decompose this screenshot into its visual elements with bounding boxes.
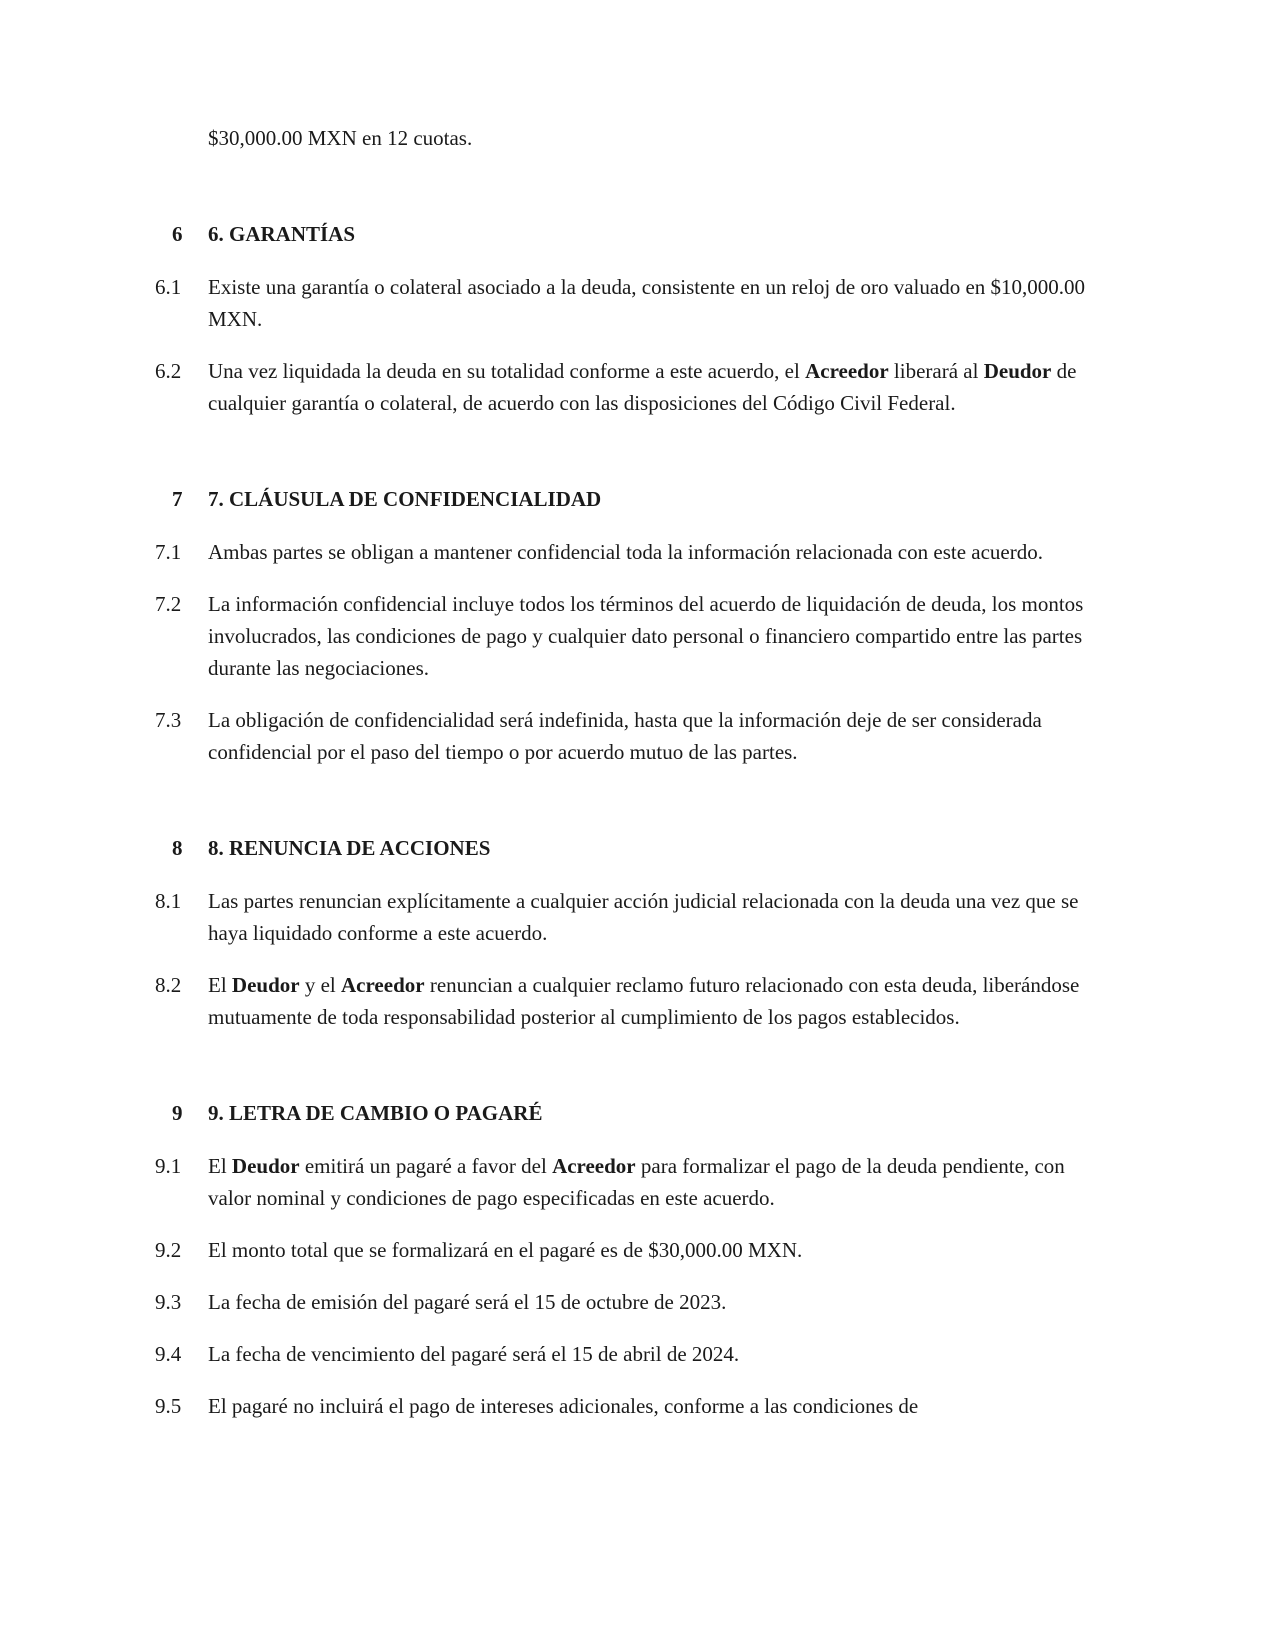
text-segment: de cualquier garantía o colateral, de acuerdo con las disposiciones del Código Civil Federal. [208, 359, 1077, 415]
section-number: 6 [172, 222, 183, 246]
clause-text [208, 588, 1105, 684]
section-number: 7 [172, 487, 183, 511]
clause-number: 9.5 [155, 1394, 182, 1418]
clause-number: 9.2 [155, 1238, 182, 1262]
text-segment: El [208, 1154, 232, 1178]
text-segment: liberará al [888, 359, 984, 383]
clause-row [155, 1286, 1105, 1318]
clause-row [155, 969, 1105, 1033]
clause-text [208, 1286, 1105, 1318]
text-segment: La obligación de confidencialidad será indefinida, hasta que la información deje de ser considerada confidencial por el paso del tiempo o por acuerdo mutuo de las partes. [208, 708, 1042, 764]
clause-text [208, 271, 1105, 335]
clause-number: 6.2 [155, 359, 182, 383]
clause-row [155, 588, 1105, 684]
text-segment: La fecha de emisión del pagaré será el 15 de octubre de 2023. [208, 1290, 727, 1314]
text-segment: El [208, 973, 232, 997]
clause-number: 6.1 [155, 275, 182, 299]
section-8 [155, 832, 1105, 1033]
text-segment: y el [299, 973, 341, 997]
sections-container [155, 218, 1105, 1422]
clause-row [155, 1338, 1105, 1370]
clause-text [208, 1338, 1105, 1370]
continuation-line: $30,000.00 MXN en 12 cuotas. [208, 126, 473, 150]
text-segment: emitirá un pagaré a favor del [299, 1154, 553, 1178]
clause-row [155, 1234, 1105, 1266]
clause-text [208, 536, 1105, 568]
section-7 [155, 483, 1105, 768]
clause-number: 8.1 [155, 889, 182, 913]
clause-row [155, 355, 1105, 419]
clause-number: 9.3 [155, 1290, 182, 1314]
clause-row [155, 704, 1105, 768]
text-segment: Existe una garantía o colateral asociado a la deuda, consistente en un reloj de oro valuado en $10,000.00 MXN. [208, 275, 1086, 331]
section-heading [155, 1097, 1105, 1129]
clause-row [155, 885, 1105, 949]
section-heading [155, 832, 1105, 864]
text-segment: Las partes renuncian explícitamente a cualquier acción judicial relacionada con la deuda una vez que se haya liquidado conforme a este acuerdo. [208, 889, 1079, 945]
section-title: 7. CLÁUSULA DE CONFIDENCIALIDAD [208, 487, 602, 511]
section-heading [155, 483, 1105, 515]
bold-term: Deudor [983, 359, 1052, 383]
clause-row [155, 271, 1105, 335]
clause-text [208, 355, 1105, 419]
clause-row [155, 1390, 1105, 1422]
bold-term: Acreedor [341, 973, 425, 997]
text-segment: El pagaré no incluirá el pago de intereses adicionales, conforme a las condiciones de [208, 1394, 919, 1418]
clause-number: 9.4 [155, 1342, 182, 1366]
clause-text [208, 1234, 1105, 1266]
clause-number: 7.1 [155, 540, 182, 564]
clause-number: 7.2 [155, 592, 182, 616]
clause-text [208, 885, 1105, 949]
section-6 [155, 218, 1105, 419]
section-9 [155, 1097, 1105, 1422]
section-title: 6. GARANTÍAS [208, 222, 356, 246]
bold-term: Deudor [231, 973, 300, 997]
clause-number: 7.3 [155, 708, 182, 732]
section-number: 9 [172, 1101, 183, 1125]
section-title: 8. RENUNCIA DE ACCIONES [208, 836, 491, 860]
clause-text [208, 969, 1105, 1033]
clause-row [155, 1150, 1105, 1214]
text-segment: Una vez liquidada la deuda en su totalidad conforme a este acuerdo, el [208, 359, 806, 383]
text-segment: La fecha de vencimiento del pagaré será el 15 de abril de 2024. [208, 1342, 740, 1366]
clause-row [155, 536, 1105, 568]
bold-term: Acreedor [805, 359, 889, 383]
text-segment: La información confidencial incluye todos los términos del acuerdo de liquidación de deuda, los montos involucrados, las condiciones de pago y cualquier dato personal o financiero compartido entre las partes durante las negociaciones. [208, 592, 1084, 680]
text-segment: renuncian a cualquier reclamo futuro relacionado con esta deuda, liberándose mutuamente de toda responsabilidad posterior al cumplimiento de los pagos establecidos. [208, 973, 1080, 1029]
bold-term: Acreedor [552, 1154, 636, 1178]
bold-term: Deudor [231, 1154, 300, 1178]
section-title: 9. LETRA DE CAMBIO O PAGARÉ [208, 1101, 543, 1125]
clause-number: 8.2 [155, 973, 182, 997]
clause-text [208, 704, 1105, 768]
clause-text [208, 1390, 1105, 1422]
clause-text [208, 1150, 1105, 1214]
section-number: 8 [172, 836, 183, 860]
clause-number: 9.1 [155, 1154, 182, 1178]
section-heading [155, 218, 1105, 250]
text-segment: El monto total que se formalizará en el pagaré es de $30,000.00 MXN. [208, 1238, 803, 1262]
text-segment: Ambas partes se obligan a mantener confidencial toda la información relacionada con este acuerdo. [208, 540, 1043, 564]
text-segment: para formalizar el pago de la deuda pendiente, con valor nominal y condiciones de pago especificadas en este acuerdo. [208, 1154, 1065, 1210]
